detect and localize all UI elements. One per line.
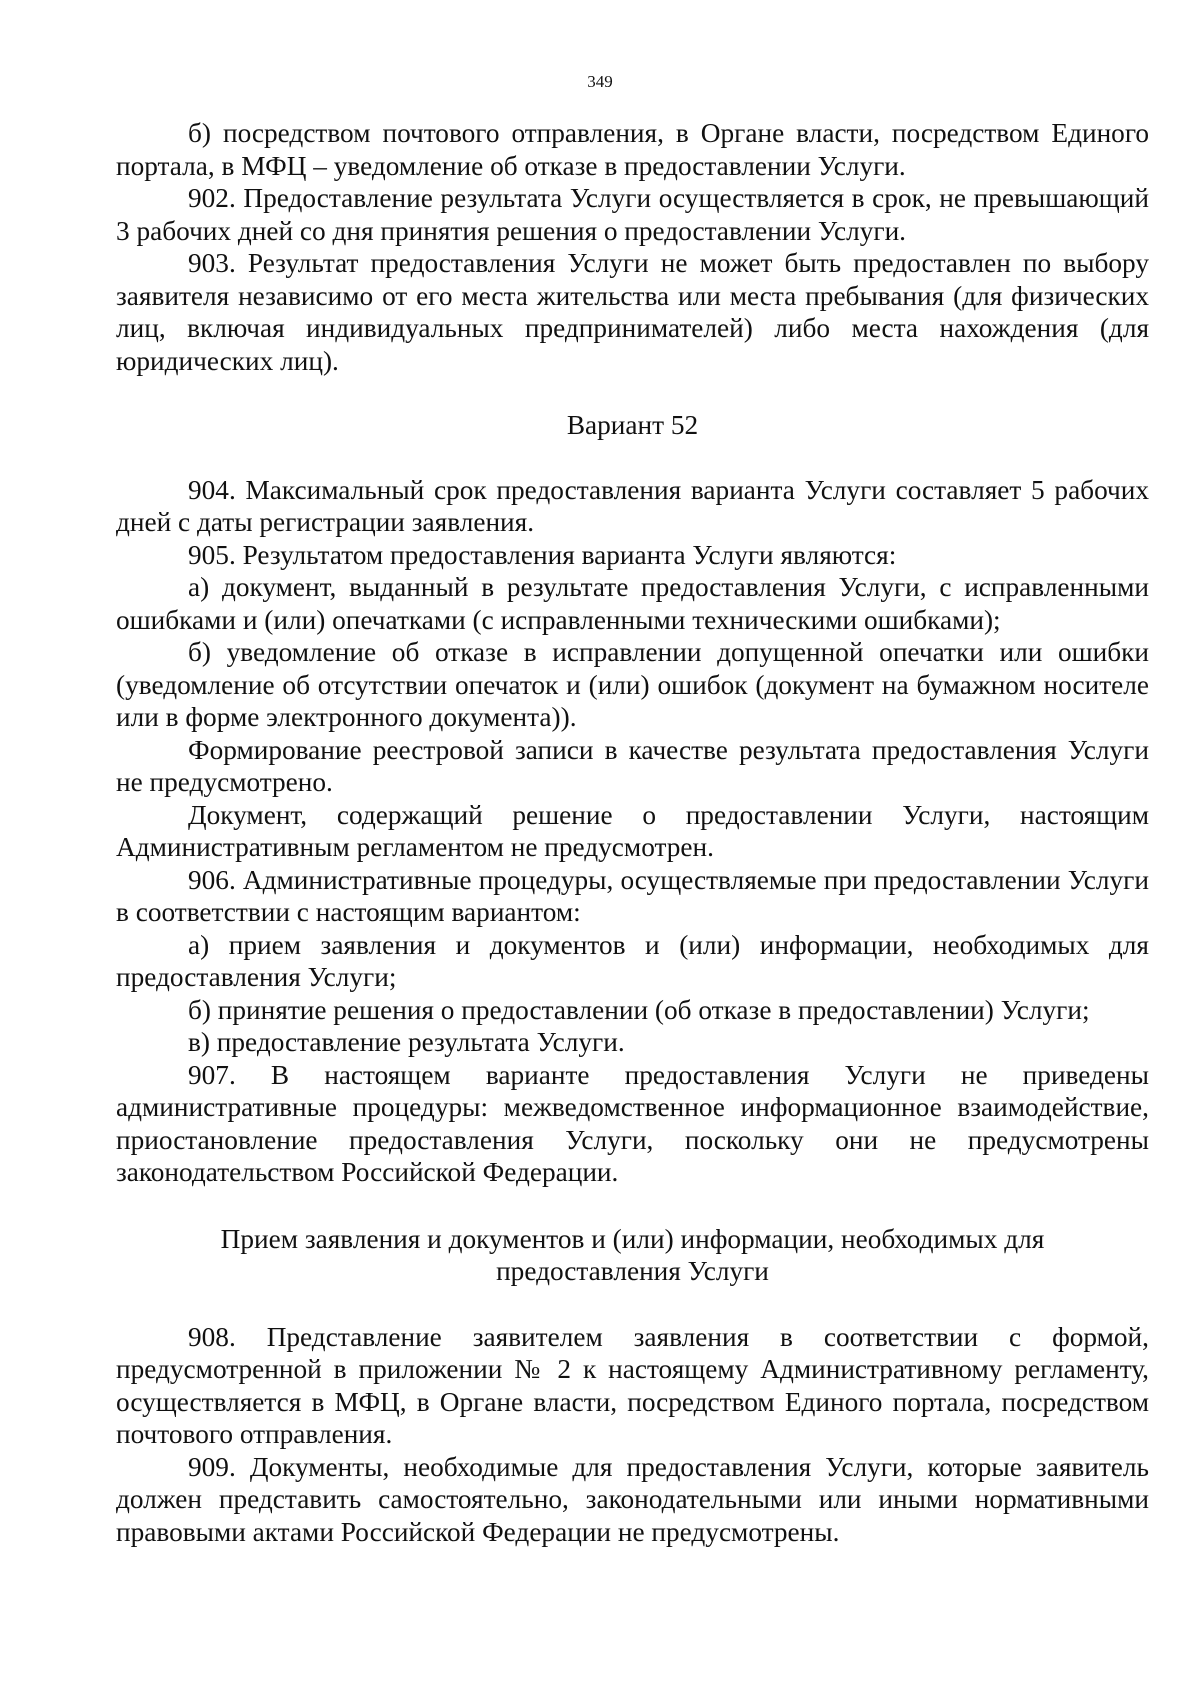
paragraph-907: 907. В настоящем варианте предоставления Услуги не приведены административные процедуры: межведомственное информационное взаимодействие, приостановление предоставления Услуги, поскольку они не предусмотрены законодательством Российской Федерации. [116, 1059, 1149, 1187]
section-heading-line1: Прием заявления и документов и (или) информации, необходимых для [220, 1223, 1045, 1254]
paragraph-904: 904. Максимальный срок предоставления варианта Услуги составляет 5 рабочих дней с даты регистрации заявления. [116, 474, 1149, 537]
paragraph-906v: в) предоставление результата Услуги. [188, 1027, 625, 1057]
paragraph-905: 905. Результатом предоставления варианта Услуги являются: [188, 539, 897, 570]
page-number: 349 [587, 72, 613, 91]
paragraph-905b: б) уведомление об отказе в исправлении допущенной опечатки или ошибки (уведомление об отсутствии опечаток и (или) ошибок (документ на бумажном носителе или в форме электронного документа)). [116, 637, 1149, 732]
document-body [116, 117, 1149, 1548]
paragraph-903: 903. Результат предоставления Услуги не может быть предоставлен по выбору заявителя независимо от его места жительства или места пребывания (для физических лиц, включая индивидуальных предпринимателей) либо места нахождения (для юридических лиц). [116, 248, 1149, 376]
paragraph-908: 908. Представление заявителем заявления в соответствии с формой, предусмотренной в приложении № 2 к настоящему Административному регламенту, осуществляется в МФЦ, в Органе власти, посредством Единого портала, посредством почтового отправления. [116, 1321, 1149, 1449]
paragraph-906: 906. Административные процедуры, осуществляемые при предоставлении Услуги в соответствии с настоящим вариантом: [116, 864, 1149, 927]
paragraph-registry-record: Формирование реестровой записи в качестве результата предоставления Услуги не предусмотрено. [116, 734, 1149, 797]
paragraph-906a: а) прием заявления и документов и (или) информации, необходимых для предоставления Услуги; [116, 929, 1149, 992]
section-heading [116, 1223, 1149, 1288]
paragraph-902: 902. Предоставление результата Услуги осуществляется в срок, не превышающий 3 рабочих дней со дня принятия решения о предоставлении Услуги. [116, 183, 1149, 246]
variant-heading: Вариант 52 [566, 410, 699, 440]
paragraph-905a: а) документ, выданный в результате предоставления Услуги, с исправленными ошибками и (или) опечатками (с исправленными техническими ошибками); [116, 572, 1149, 635]
section-heading-line2: предоставления Услуги [496, 1256, 769, 1286]
paragraph-909: 909. Документы, необходимые для предоставления Услуги, которые заявитель должен представить самостоятельно, законодательными или иными нормативными правовыми актами Российской Федерации не предусмотрены. [116, 1451, 1149, 1547]
paragraph-decision-document: Документ, содержащий решение о предоставлении Услуги, настоящим Административным регламентом не предусмотрен. [116, 799, 1149, 862]
paragraph-906b: б) принятие решения о предоставлении (об отказе в предоставлении) Услуги; [188, 994, 1090, 1025]
paragraph-901b: б) посредством почтового отправления, в Органе власти, посредством Единого портала, в МФЦ – уведомление об отказе в предоставлении Услуги. [116, 118, 1149, 181]
